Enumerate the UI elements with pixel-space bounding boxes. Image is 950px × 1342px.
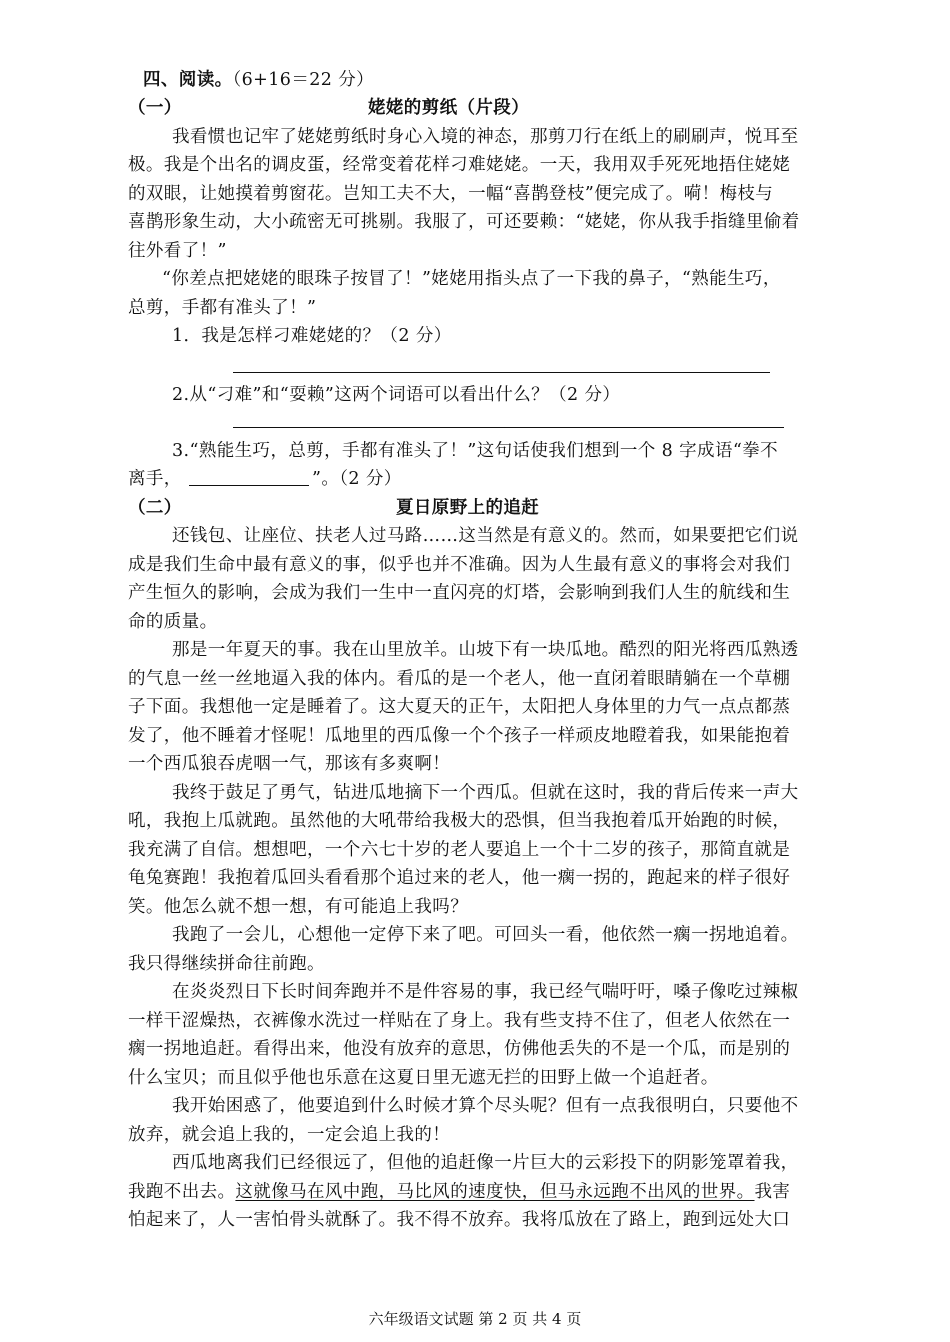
part1-marker: （一） (128, 98, 182, 118)
passage-line: 子下面。我想他一定是睡着了。这大夏天的正午，太阳把人身体里的力气一点点都蒸 (128, 697, 791, 717)
part2-title: 夏日原野上的追赶 (396, 498, 540, 518)
page-footer: 六年级语文试题 第 2 页 共 4 页 (368, 1310, 582, 1328)
answer-blank-3[interactable] (189, 485, 309, 486)
passage-line: 极。我是个出名的调皮蛋，经常变着花样刁难姥姥。一天，我用双手死死地捂住姥姥 (128, 155, 791, 175)
passage-line: 往外看了！” (128, 241, 227, 261)
passage-line: 瘸一拐地追赶。看得出来，他没有放弃的意思，仿佛他丢失的不是一个瓜，而是别的 (128, 1039, 791, 1059)
question-2: 2.从“刁难”和“耍赖”这两个词语可以看出什么？（2 分） (172, 385, 621, 405)
section-heading (143, 68, 374, 92)
passage-line: 在炎炎烈日下长时间奔跑并不是件容易的事，我已经气喘吁吁，嗓子像吃过辣椒 (172, 982, 799, 1002)
passage-line: 命的质量。 (128, 612, 218, 632)
passage-line: 一样干涩燥热，衣裤像水洗过一样贴在了身上。我有些支持不住了，但老人依然在一 (128, 1011, 791, 1031)
passage-line: 我只得继续拼命往前跑。 (128, 954, 325, 974)
passage-line: 的气息一丝一丝地逼入我的体内。看瓜的是一个老人，他一直闭着眼睛躺在一个草棚 (128, 669, 791, 689)
passage-line: 放弃，就会追上我的，一定会追上我的！ (128, 1125, 451, 1145)
passage-line: 我看惯也记牢了姥姥剪纸时身心入境的神态，那剪刀行在纸上的刷刷声，悦耳至 (172, 127, 799, 147)
passage-line: 吼，我抱上瓜就跑。虽然他的大吼带给我极大的恐惧，但当我抱着瓜开始跑的时候， (128, 811, 791, 831)
passage-line: 还钱包、让座位、扶老人过马路……这当然是有意义的。然而，如果要把它们说 (172, 526, 799, 546)
passage-line: 什么宝贝；而且似乎他也乐意在这夏日里无遮无拦的田野上做一个追赶者。 (128, 1068, 719, 1088)
question-3-line2-end: ”。（2 分） (312, 469, 402, 489)
underlined-sentence: 这就像马在风中跑，马比风的速度快，但马永远跑不出风的世界。 (235, 1182, 755, 1202)
passage-line: 喜鹊形象生动，大小疏密无可挑剔。我服了，可还要赖：“姥姥，你从我手指缝里偷着 (128, 212, 800, 232)
part2-marker: （二） (128, 498, 182, 518)
passage-line: “你差点把姥姥的眼珠子按冒了！”姥姥用指头点了一下我的鼻子，“熟能生巧， (162, 269, 781, 289)
question-3-line2-start: 离手， (128, 469, 182, 489)
passage-line-underlined (128, 1180, 790, 1204)
passage-line: 西瓜地离我们已经很远了，但他的追赶像一片巨大的云彩投下的阴影笼罩着我， (172, 1153, 799, 1173)
section-heading-score: （6+16＝22 分） (232, 70, 375, 90)
text-before: 我跑不出去。 (128, 1182, 236, 1202)
passage-line: 那是一年夏天的事。我在山里放羊。山坡下有一块瓜地。酷烈的阳光将西瓜熟透 (172, 640, 799, 660)
text-after: 我害 (754, 1182, 791, 1202)
passage-line: 我充满了自信。想想吧，一个六七十岁的老人要追上一个十二岁的孩子，那简直就是 (128, 840, 791, 860)
passage-line: 的双眼，让她摸着剪窗花。岂知工夫不大，一幅“喜鹊登枝”便完成了。嗬！梅枝与 (128, 184, 774, 204)
passage-line: 成是我们生命中最有意义的事，似乎也并不准确。因为人生最有意义的事将会对我们 (128, 555, 791, 575)
passage-line: 笑。他怎么就不想一想，有可能追上我吗？ (128, 897, 469, 917)
passage-line: 龟兔赛跑！我抱着瓜回头看看那个追过来的老人，他一瘸一拐的，跑起来的样子很好 (128, 868, 791, 888)
passage-line: 怕起来了，人一害怕骨头就酥了。我不得不放弃。我将瓜放在了路上，跑到远处大口 (128, 1210, 791, 1230)
question-1: 1．我是怎样刁难姥姥的？（2 分） (172, 326, 452, 346)
section-heading-label: 四、阅读。 (143, 70, 233, 90)
part1-title: 姥姥的剪纸（片段） (368, 98, 530, 118)
question-3-line1: 3.“熟能生巧，总剪，手都有准头了！”这句话使我们想到一个 8 字成语“拳不 (172, 441, 778, 461)
passage-line: 发了，他不睡着才怪呢！瓜地里的西瓜像一个个孩子一样顽皮地瞪着我，如果能抱着 (128, 726, 791, 746)
passage-line: 总剪，手都有准头了！” (128, 298, 317, 318)
passage-line: 我跑了一会儿，心想他一定停下来了吧。可回头一看，他依然一瘸一拐地追着。 (172, 925, 799, 945)
answer-line-1[interactable] (233, 372, 770, 373)
passage-line: 我开始困惑了，他要追到什么时候才算个尽头呢？但有一点我很明白，只要他不 (172, 1096, 799, 1116)
passage-line: 产生恒久的影响，会成为我们一生中一直闪亮的灯塔，会影响到我们人生的航线和生 (128, 583, 791, 603)
passage-line: 我终于鼓足了勇气，钻进瓜地摘下一个西瓜。但就在这时，我的背后传来一声大 (172, 783, 799, 803)
passage-line: 一个西瓜狼吞虎咽一气，那该有多爽啊！ (128, 754, 451, 774)
answer-line-2[interactable] (233, 427, 784, 428)
